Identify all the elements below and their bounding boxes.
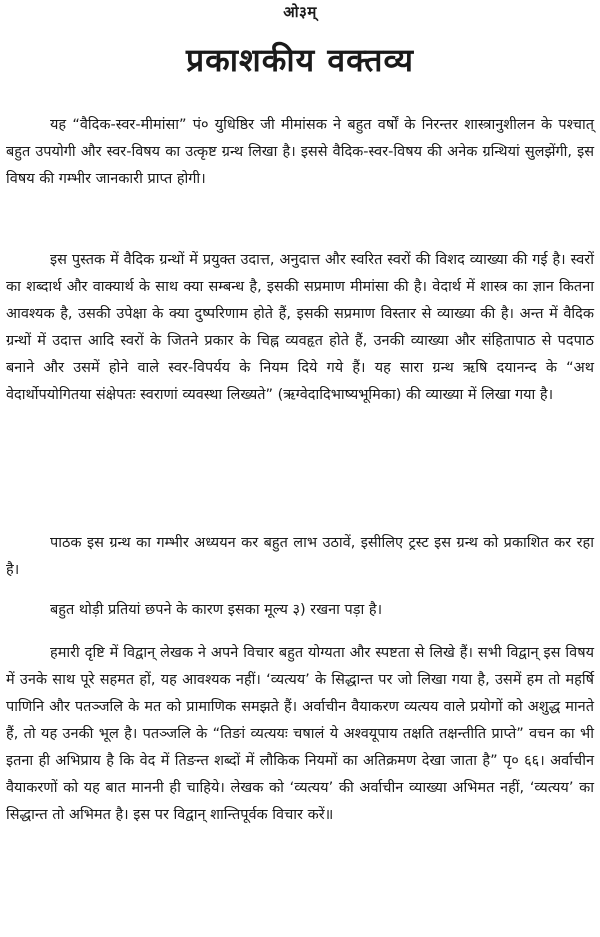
invocation-heading: ओ३म् [283,3,317,21]
paragraph-contents: इस पुस्तक में वैदिक ग्रन्थों में प्रयुक्त उदात्त, अनुदात्त और स्वरित स्वरों की विशद व्याख्या की गई है। स्वरों का शब्दार्थ और वाक्यार्थ के साथ क्या सम्बन्ध है, इसकी सप्रमाण मीमांसा की है। वेदार्थ में शास्त्र का ज्ञान कितना आवश्यक है, उसकी उपेक्षा के क्या दुष्परिणाम होते हैं, इसकी सप्रमाण विस्तार से व्याख्या की है। अन्त में वैदिक ग्रन्थों में उदात्त आदि स्वरों के जितने प्रकार के चिह्न व्यवहृत होते हैं, उनकी व्याख्या और संहितापाठ से पदपाठ बनाने और उसमें होने वाले स्वर-विपर्यय के नियम दिये गये हैं। यह सारा ग्रन्थ ऋषि दयानन्द के “अथ वेदार्थोपयोगितया संक्षेपतः स्वराणां व्यवस्था लिख्यते” (ऋग्वेदादिभाष्यभूमिका) की व्याख्या में लिखा गया है। [6,252,594,403]
paragraph-intro: यह “वैदिक-स्वर-मीमांसा” पं० युधिष्ठिर जी मीमांसक ने बहुत वर्षों के निरन्तर शास्त्रानुशीलन के पश्चात् बहुत उपयोगी और स्वर-विषय का उत्कृष्ट ग्रन्थ लिखा है। इससे वैदिक-स्वर-विषय की अनेक ग्रन्थियां सुलझेंगी, इस विषय की गम्भीर जानकारी प्राप्त होगी। [6,117,594,187]
paragraph-readers: पाठक इस ग्रन्थ का गम्भीर अध्ययन कर बहुत लाभ उठावें, इसीलिए ट्रस्ट इस ग्रन्थ को प्रकाशित कर रहा है। [6,535,594,578]
paragraph-price: बहुत थोड़ी प्रतियां छपने के कारण इसका मूल्य ३) रखना पड़ा है। [50,602,383,618]
paragraph-opinion: हमारी दृष्टि में विद्वान् लेखक ने अपने विचार बहुत योग्यता और स्पष्टता से लिखे हैं। सभी विद्वान् इस विषय में उनके साथ पूरे सहमत हों, यह आवश्यक नहीं। ‘व्यत्यय’ के सिद्धान्त पर जो लिखा गया है, उसमें हम तो महर्षि पाणिनि और पतञ्जलि के मत को प्रामाणिक समझते हैं। अर्वाचीन वैयाकरण व्यत्यय वाले प्रयोगों को अशुद्ध मानते हैं, तो यह उनकी भूल है। पतञ्जलि के “तिङां व्यत्ययः चषालं ये अश्वयूपाय तक्षति तक्षन्तीति प्राप्ते” वचन का भी इतना ही अभिप्राय है कि वेद में तिङन्त शब्दों में लौकिक नियमों का अतिक्रमण देखा जाता है” पृ० ६६। अर्वाचीन वैयाकरणों को यह बात माननी ही चाहिये। लेखक को ‘व्यत्यय’ की अर्वाचीन व्याख्या अभिमत नहीं, ‘व्यत्यय’ का सिद्धान्त तो अभिमत है। इस पर विद्वान् शान्तिपूर्वक विचार करें॥ [6,645,594,823]
page-title: प्रकाशकीय वक्तव्य [185,41,415,79]
